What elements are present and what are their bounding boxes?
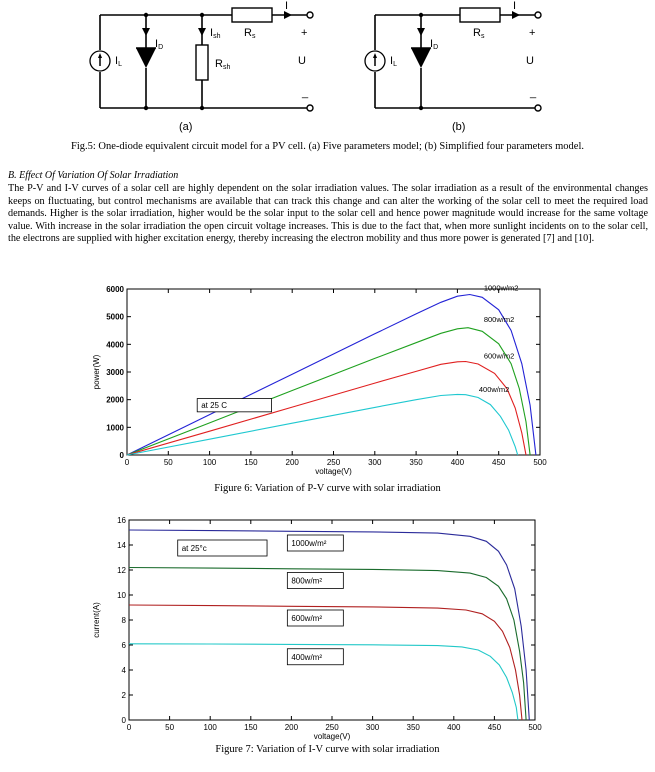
series-label: 600w/m2 (483, 351, 515, 361)
y-tick-label: 16 (117, 516, 126, 525)
y-tick-label: 2 (121, 691, 126, 700)
series-line-1 (127, 328, 530, 455)
il-label-b: IL (390, 55, 397, 68)
current-out-label: I (285, 0, 289, 12)
circuit-diagram-b (360, 0, 560, 135)
x-tick-label: 350 (409, 458, 423, 467)
x-tick-label: 50 (165, 723, 175, 732)
x-tick-label: 250 (326, 458, 341, 467)
circuit-diagram-a (85, 0, 325, 135)
x-tick-label: 300 (368, 458, 382, 467)
y-tick-label: 6000 (106, 285, 124, 294)
ish-label: Ish (210, 27, 221, 40)
x-tick-label: 500 (528, 723, 542, 732)
il-label: IL (115, 55, 122, 68)
x-tick-label: 50 (163, 458, 173, 467)
circuit-b-label: (b) (452, 121, 466, 133)
x-tick-label: 200 (285, 458, 299, 467)
rs-label: Rs (244, 27, 256, 40)
y-tick-label: 0 (121, 716, 126, 725)
voltage-label: U (298, 55, 306, 67)
x-axis-label: voltage(V) (315, 467, 352, 476)
voltage-label-b: U (526, 55, 534, 67)
y-tick-label: 8 (121, 616, 126, 625)
y-tick-label: 0 (119, 451, 124, 460)
y-tick-label: 2000 (106, 395, 124, 405)
x-tick-label: 350 (406, 723, 420, 732)
x-tick-label: 100 (202, 458, 217, 467)
y-tick-label: 10 (117, 591, 126, 600)
series-label: 800w/m² (291, 576, 323, 586)
x-tick-label: 0 (124, 458, 130, 467)
x-tick-label: 400 (450, 458, 465, 467)
x-tick-label: 150 (244, 458, 258, 467)
x-tick-label: 0 (126, 723, 132, 732)
y-tick-label: 3000 (106, 368, 124, 377)
id-label: ID (155, 38, 164, 51)
current-out-label-b: I (513, 0, 517, 12)
x-tick-label: 500 (533, 458, 547, 467)
plot-frame (127, 289, 540, 455)
annotation-text: at 25°c (181, 544, 207, 553)
minus-label-b: _ (530, 87, 537, 99)
plus-label: + (301, 27, 308, 39)
y-tick-label: 4 (121, 666, 126, 675)
series-line-2 (127, 362, 526, 456)
x-axis-label: voltage(V) (313, 732, 351, 741)
x-tick-label: 150 (244, 723, 258, 732)
y-tick-label: 12 (117, 566, 126, 575)
x-tick-label: 200 (284, 723, 299, 732)
pv-chart (85, 283, 555, 478)
plus-label-b: + (529, 27, 536, 39)
y-axis-label: power(W) (92, 354, 101, 390)
y-tick-label: 4000 (106, 340, 124, 350)
y-axis-label: current(A) (92, 602, 101, 638)
series-line-3 (127, 394, 518, 455)
fig6-caption: Figure 6: Variation of P-V curve with solar irradiation (214, 483, 441, 494)
y-tick-label: 14 (117, 541, 126, 550)
y-tick-label: 5000 (106, 312, 124, 322)
id-label-b: ID (430, 38, 439, 51)
iv-chart (85, 512, 555, 744)
x-tick-label: 300 (365, 723, 380, 732)
y-tick-label: 1000 (106, 423, 124, 433)
x-tick-label: 400 (447, 723, 461, 732)
minus-label: _ (302, 87, 309, 99)
y-tick-label: 6 (121, 641, 126, 650)
section-paragraph: The P-V and I-V curves of a solar cell are highly dependent on the solar irradiation values. The solar irradiation as a result of the environmental changes keeps on fluctuating, but control mechanisms are available that can track this change and can alter the working of the solar cell to meet the required load demands. Higher is the solar irradiation, higher would be the solar input to the solar cell and hence power magnitude would increase for the same voltage value. With increase in the solar irradiation the open circuit voltage increases. This is due to the fact that, when more sunlight incidents on to the solar cell, the electrons are supplied with higher excitation energy, thereby increasing the electron mobility and thus more power is generated [7] and [10]. (8, 183, 648, 245)
circuit-a-label: (a) (179, 121, 193, 133)
rs-label-b: Rs (473, 27, 485, 40)
fig5-caption: Fig.5: One-diode equivalent circuit model for a PV cell. (a) Five parameters model; (b) Simplified four parameters model. (71, 141, 584, 152)
fig7-caption: Figure 7: Variation of I-V curve with solar irradiation (215, 744, 440, 755)
x-tick-label: 250 (325, 723, 339, 732)
annotation-text: at 25 C (201, 401, 228, 411)
series-label: 400w/m² (291, 652, 323, 662)
series-label: 800w/m2 (483, 315, 515, 325)
section-heading: B. Effect Of Variation Of Solar Irradiation (8, 170, 179, 181)
x-tick-label: 450 (492, 458, 506, 467)
series-label: 400w/m2 (478, 385, 510, 395)
series-label: 600w/m² (291, 614, 323, 623)
rsh-label: Rsh (215, 58, 231, 71)
series-label: 1000w/m² (291, 539, 327, 548)
series-label: 1000w/m2 (483, 283, 519, 293)
x-tick-label: 100 (203, 723, 217, 732)
x-tick-label: 450 (487, 723, 502, 732)
